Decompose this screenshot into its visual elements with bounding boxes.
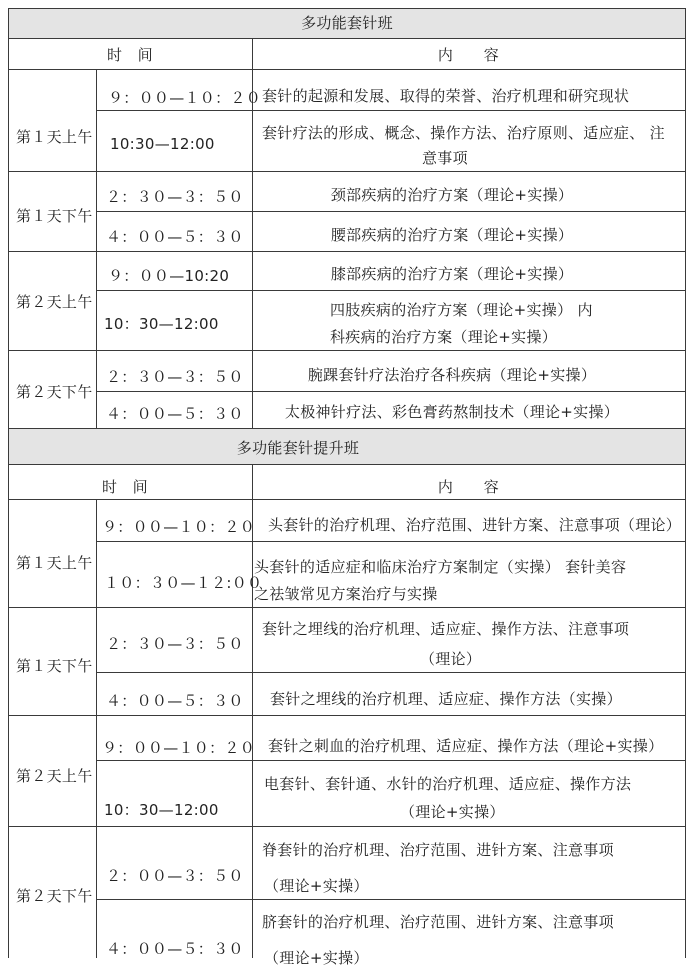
content-cell-line2: （理论+实操） [264, 877, 369, 895]
section1-group-day1-afternoon: 第１天下午 [16, 207, 93, 225]
content-cell: 头套针的治疗机理、治疗范围、进针方案、注意事项（理论） [268, 516, 682, 534]
content-cell-line2: （理论+实操） [264, 949, 369, 967]
content-cell-line1: 脐套针的治疗机理、治疗范围、进针方案、注意事项 [262, 913, 614, 931]
time-cell: ２：３０—３：５０ [106, 635, 244, 653]
content-cell-line1: 脊套针的治疗机理、治疗范围、进针方案、注意事项 [262, 841, 614, 859]
time-cell: 10：30—12:00 [104, 315, 219, 333]
content-cell-line1: 电套针、套针通、水针的治疗机理、适应症、操作方法 [264, 775, 632, 793]
section2-header-content: 内 容 [437, 478, 500, 496]
section2-group-day1-morning: 第１天上午 [16, 554, 93, 572]
time-cell: ９：００—１０：２０ [108, 89, 262, 107]
time-cell: ４：００—５：３０ [106, 940, 244, 958]
section1-header-content: 内 容 [437, 46, 500, 64]
content-cell-line1: 套针之埋线的治疗机理、适应症、操作方法、注意事项 [262, 620, 630, 638]
content-cell-line1: 四肢疾病的治疗方案（理论+实操） 内 [330, 301, 593, 319]
section1-title: 多功能套针班 [301, 14, 393, 32]
section1-group-day2-morning: 第２天上午 [16, 293, 93, 311]
time-cell: １０：３０—１２:００ [104, 574, 263, 592]
time-cell: ９：００—１０：２０ [102, 739, 256, 757]
time-cell: ９：００—１０：２０ [102, 518, 256, 536]
content-cell: 膝部疾病的治疗方案（理论+实操） [330, 265, 574, 283]
section1-header-time: 时 间 [107, 46, 153, 64]
content-cell: 太极神针疗法、彩色膏药熬制技术（理论+实操） [284, 403, 620, 421]
content-cell: 套针之刺血的治疗机理、适应症、操作方法（理论+实操） [268, 737, 664, 755]
content-cell: 套针的起源和发展、取得的荣誉、治疗机理和研究现状 [262, 87, 630, 105]
time-cell: ２：００—３：５０ [106, 867, 244, 885]
section2-group-day1-afternoon: 第１天下午 [16, 657, 93, 675]
section2-group-day2-morning: 第２天上午 [16, 767, 93, 785]
section2-group-day2-afternoon: 第２天下午 [16, 887, 93, 905]
content-cell-line2: 科疾病的治疗方案（理论+实操） [330, 328, 558, 346]
section1-group-day2-afternoon: 第２天下午 [16, 383, 93, 401]
content-cell-line1: 头套针的适应症和临床治疗方案制定（实操） 套针美容 [254, 558, 627, 576]
content-cell-line2: （理论+实操） [400, 803, 505, 821]
content-cell: 腰部疾病的治疗方案（理论+实操） [330, 226, 574, 244]
section1-group-day1-morning: 第１天上午 [16, 128, 93, 146]
content-cell: 腕踝套针疗法治疗各科疾病（理论+实操） [307, 366, 597, 384]
content-cell-line2: （理论） [420, 650, 482, 668]
content-cell-line2: 之祛皱常见方案治疗与实操 [254, 585, 438, 603]
section2-header-time: 时 间 [102, 478, 148, 496]
time-cell: 10:30—12:00 [110, 135, 215, 153]
time-cell: ４：００—５：３０ [106, 405, 244, 423]
time-cell: 10：30—12:00 [104, 801, 219, 819]
content-cell-line1: 套针疗法的形成、概念、操作方法、治疗原则、适应症、 注 [262, 124, 665, 142]
time-cell: ４：００—５：３０ [106, 228, 244, 246]
content-cell: 套针之埋线的治疗机理、适应症、操作方法（实操） [270, 690, 622, 708]
time-cell: ２：３０—３：５０ [106, 368, 244, 386]
time-cell: ２：３０—３：５０ [106, 188, 244, 206]
section2-title: 多功能套针提升班 [236, 439, 360, 457]
time-cell: ９：００—10:20 [108, 267, 230, 285]
content-cell: 颈部疾病的治疗方案（理论+实操） [330, 186, 574, 204]
content-cell-line2: 意事项 [422, 149, 468, 167]
time-cell: ４：００—５：３０ [106, 692, 244, 710]
